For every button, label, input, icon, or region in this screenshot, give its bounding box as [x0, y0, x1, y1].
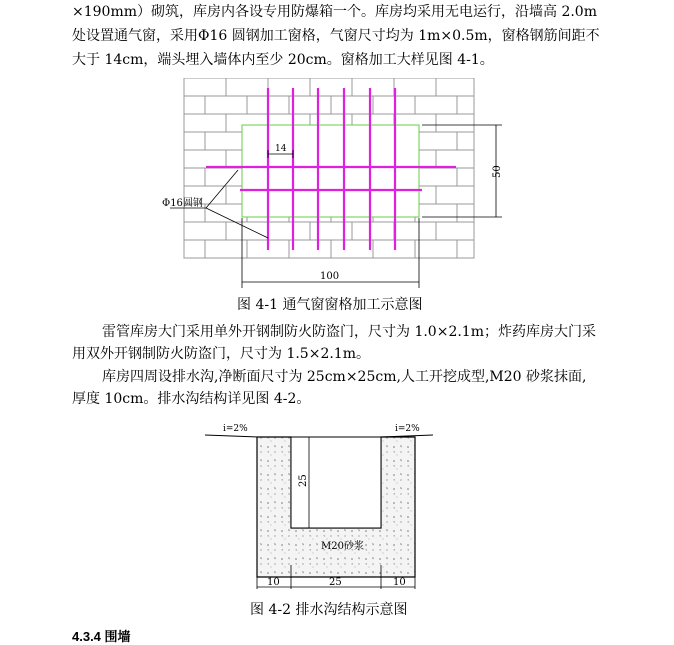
paragraph2-line1: 雷管库房大门采用单外开钢制防火防盗门，尺寸为 1.0×2.1m；炸药库房大门采: [102, 324, 596, 340]
dim-mid-label: 25: [329, 577, 342, 588]
slope-right-label: i=2%: [395, 424, 420, 434]
material-label: M20砂浆: [321, 541, 364, 552]
width-label: 100: [320, 271, 340, 282]
height-label: 50: [492, 165, 503, 178]
spacing-label: 14: [275, 144, 287, 154]
figure-4-2-drainage-ditch-diagram: [195, 415, 475, 595]
section-heading: 4.3.4 围墙: [72, 629, 131, 644]
paragraph1-line2: 处设置通气窗，采用Φ16 圆钢加工窗格，气窗尺寸均为 1m×0.5m，窗格钢筋间距不: [72, 28, 600, 44]
paragraph3-line1: 库房四周设排水沟,净断面尺寸为 25cm×25cm,人工开挖成型,M20 砂浆抹面,: [102, 369, 587, 385]
ground-left: [205, 435, 257, 437]
figure-4-2-caption: 图 4-2 排水沟结构示意图: [250, 602, 408, 618]
dim-left-label: 10: [267, 577, 280, 588]
height-dimension: [422, 125, 502, 217]
figure-4-1-vent-grille-diagram: [150, 78, 520, 293]
steel-label: Φ16圆钢: [162, 198, 203, 209]
dim-right-label: 10: [393, 577, 406, 588]
paragraph1-line3: 大于 14cm，端头埋入墙体内至少 20cm。窗格加工大样见图 4-1。: [72, 52, 494, 68]
slope-left-label: i=2%: [223, 424, 248, 434]
figure-4-1-caption: 图 4-1 通气窗窗格加工示意图: [237, 297, 423, 313]
paragraph1-line1: ×190mm）砌筑，库房内各设专用防爆箱一个。库房均采用无电运行，沿墙高 2.0m: [72, 4, 597, 20]
paragraph2-line2: 用双外开钢制防火防盗门，尺寸为 1.5×2.1m。: [72, 346, 370, 362]
depth-label: 25: [298, 474, 309, 487]
paragraph3-line2: 厚度 10cm。排水沟结构详见图 4-2。: [72, 391, 311, 407]
